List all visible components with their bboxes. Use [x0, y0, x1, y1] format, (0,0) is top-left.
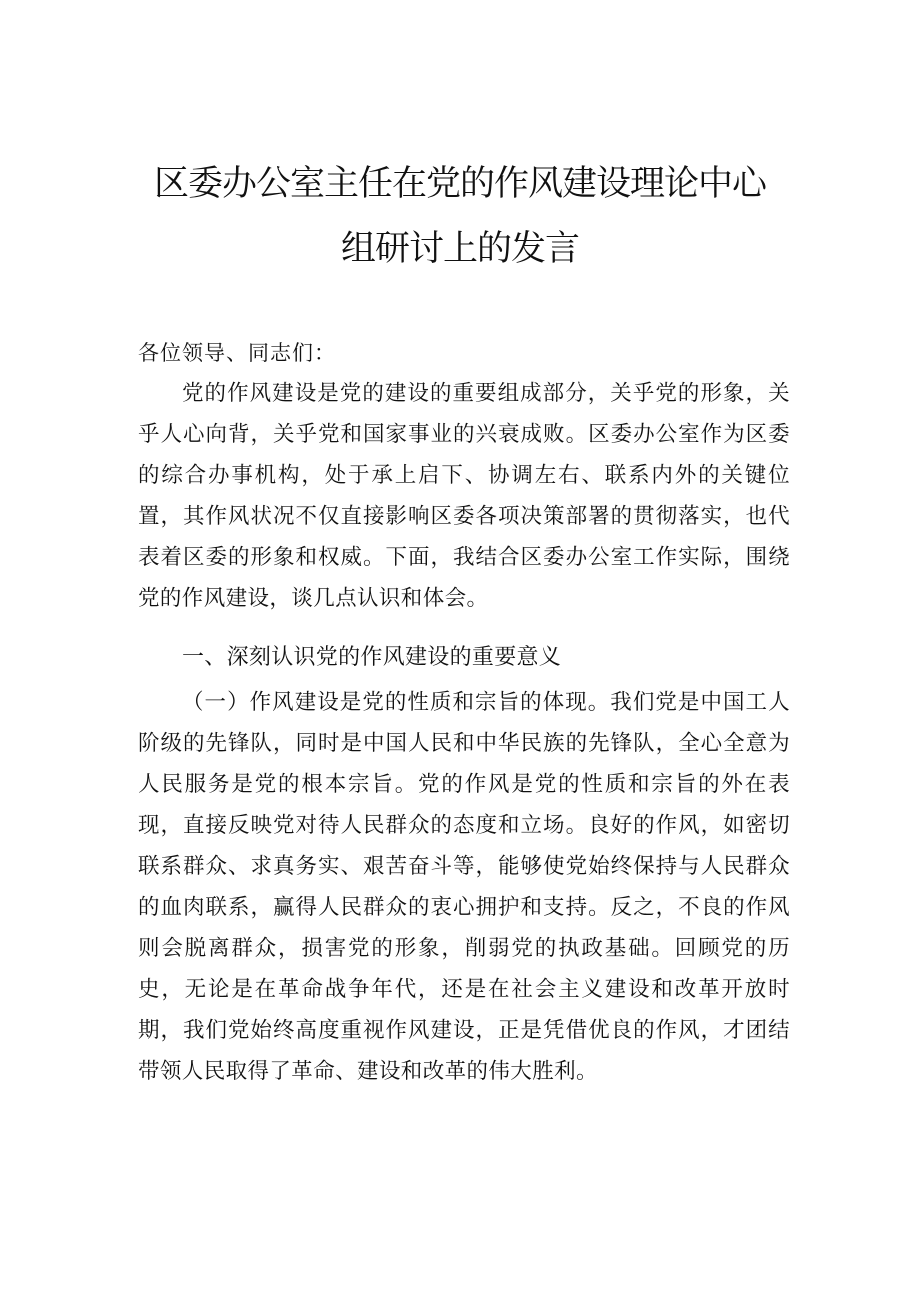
paragraph-intro: 党的作风建设是党的建设的重要组成部分，关乎党的形象，关乎人心向背，关乎党和国家事业的兴衰成败。区委办公室作为区委的综合办事机构，处于承上启下、协调左右、联系内外的关键位置，其作风状况不仅直接影响区委各项决策部署的贯彻落实，也代表着区委的形象和权威。下面，我结合区委办公室工作实际，围绕党的作风建设，谈几点认识和体会。	[138, 381, 790, 611]
document-title-line-2: 组研讨上的发言	[340, 229, 579, 269]
salutation: 各位领导、同志们：	[138, 341, 336, 365]
document-title-line-1: 区委办公室主任在党的作风建设理论中心	[153, 164, 766, 204]
paragraph-section-1-1: （一）作风建设是党的性质和宗旨的体现。我们党是中国工人阶级的先锋队，同时是中国人民和中华民族的先锋队，全心全意为人民服务是党的根本宗旨。党的作风是党的性质和宗旨的外在表现，直接反映党对待人民群众的态度和立场。良好的作风，如密切联系群众、求真务实、艰苦奋斗等，能够使党始终保持与人民群众的血肉联系，赢得人民群众的衷心拥护和支持。反之，不良的作风则会脱离群众，损害党的形象，削弱党的执政基础。回顾党的历史，无论是在革命战争年代，还是在社会主义建设和改革开放时期，我们党始终高度重视作风建设，正是凭借优良的作风，才团结带领人民取得了革命、建设和改革的伟大胜利。	[138, 690, 790, 1084]
section-heading-1: 一、深刻认识党的作风建设的重要意义	[182, 645, 562, 670]
